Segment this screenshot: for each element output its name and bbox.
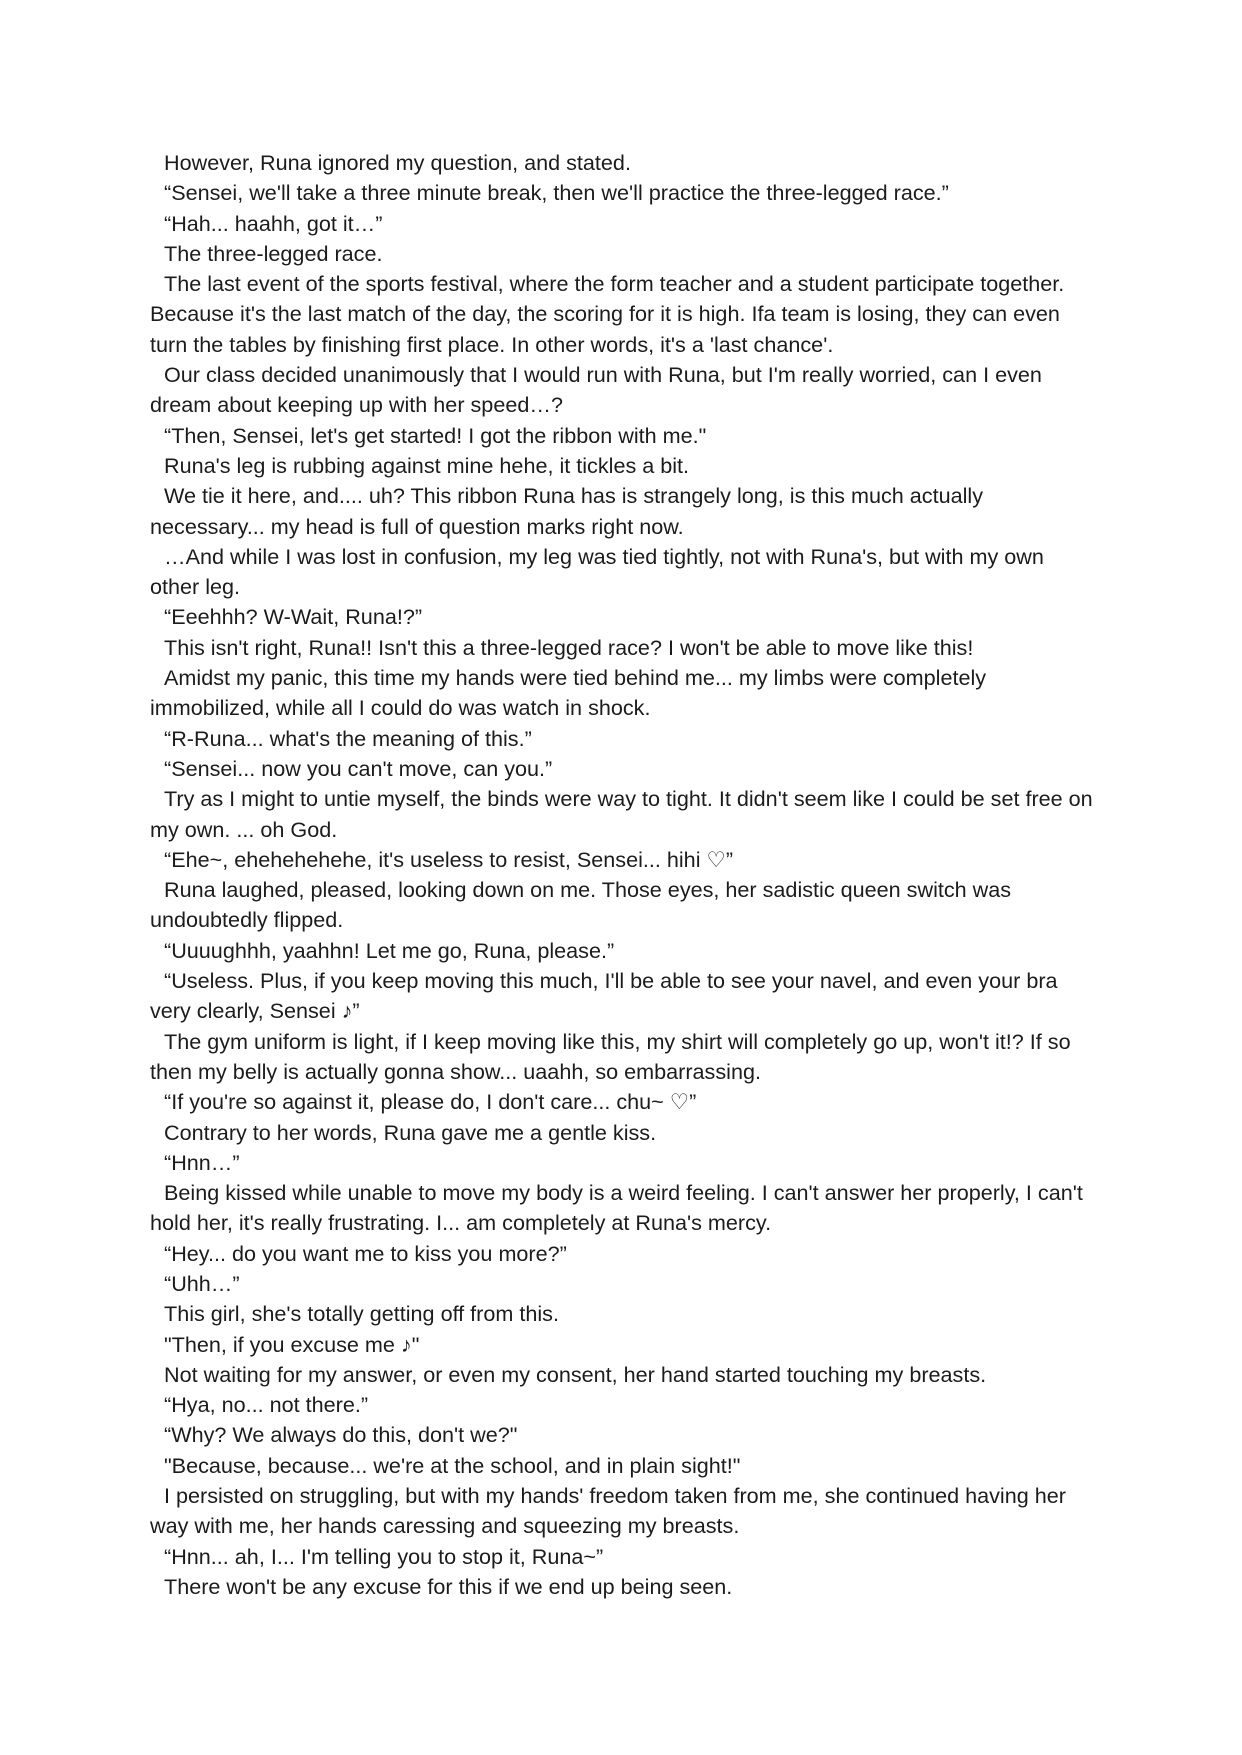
paragraph: Amidst my panic, this time my hands were tied behind me... my limbs were completely immobilized, while all I could do was watch in shock. xyxy=(150,665,987,721)
paragraph: …And while I was lost in confusion, my leg was tied tightly, not with Runa's, but with my own other leg. xyxy=(150,543,1044,600)
paragraph: “Sensei, we'll take a three minute break, then we'll practice the three-legged race.” xyxy=(164,180,949,206)
paragraph: “If you're so against it, please do, I don't care... chu~ ♡” xyxy=(164,1089,697,1115)
paragraph: Try as I might to untie myself, the binds were way to tight. It didn't seem like I could be set free on my own. ... oh God. xyxy=(150,786,1093,842)
paragraph: “Hnn... ah, I... I'm telling you to stop it, Runa~” xyxy=(164,1543,604,1569)
paragraph: We tie it here, and.... uh? This ribbon Runa has is strangely long, is this much actually necessary... my head is full of question marks right now. xyxy=(150,483,983,539)
paragraph: Being kissed while unable to move my body is a weird feeling. I can't answer her properly, I can't hold her, it's really frustrating. I... am completely at Runa's mercy. xyxy=(150,1180,1083,1236)
paragraph: There won't be any excuse for this if we end up being seen. xyxy=(164,1573,733,1599)
paragraph: Runa's leg is rubbing against mine hehe, it tickles a bit. xyxy=(164,452,690,478)
paragraph: "Because, because... we're at the school, and in plain sight!" xyxy=(164,1452,741,1478)
paragraph: This girl, she's totally getting off from this. xyxy=(164,1301,559,1327)
paragraph: The three-legged race. xyxy=(164,240,383,266)
paragraph: “Sensei... now you can't move, can you.” xyxy=(164,755,553,781)
paragraph: “Hya, no... not there.” xyxy=(164,1392,369,1418)
paragraph: “R-Runa... what's the meaning of this.” xyxy=(164,725,532,751)
paragraph: Contrary to her words, Runa gave me a gentle kiss. xyxy=(164,1119,657,1145)
paragraph: “Hnn…” xyxy=(164,1149,240,1175)
paragraph: This isn't right, Runa!! Isn't this a three-legged race? I won't be able to move like this! xyxy=(164,634,974,660)
paragraph: Our class decided unanimously that I would run with Runa, but I'm really worried, can I even dream about keeping up with her speed…? xyxy=(150,362,1042,418)
paragraph: The last event of the sports festival, where the form teacher and a student participate together. Because it's the last match of the day, the scoring for it is high. Ifa team is losing, they can even turn the tables by finishing first place. In other words, it's a 'last chance'. xyxy=(150,271,1065,357)
paragraph: “Useless. Plus, if you keep moving this much, I'll be able to see your navel, and even your bra very clearly, Sensei ♪” xyxy=(150,968,1058,1024)
paragraph: The gym uniform is light, if I keep moving like this, my shirt will completely go up, won't it!? If so then my belly is actually gonna show... uaahh, so embarrassing. xyxy=(150,1028,1071,1084)
paragraph: “Hah... haahh, got it…” xyxy=(164,210,383,236)
document-page xyxy=(150,148,1094,1602)
paragraph: I persisted on struggling, but with my hands' freedom taken from me, she continued having her way with me, her hands caressing and squeezing my breasts. xyxy=(150,1483,1066,1539)
paragraph: “Uhh…” xyxy=(164,1270,240,1296)
paragraph: "Then, if you excuse me ♪" xyxy=(164,1331,420,1357)
paragraph: “Why? We always do this, don't we?" xyxy=(164,1422,518,1448)
paragraph: Runa laughed, pleased, looking down on me. Those eyes, her sadistic queen switch was undoubtedly flipped. xyxy=(150,877,1012,933)
paragraph: Not waiting for my answer, or even my consent, her hand started touching my breasts. xyxy=(164,1361,987,1387)
paragraph: However, Runa ignored my question, and stated. xyxy=(164,150,631,175)
paragraph: “Hey... do you want me to kiss you more?” xyxy=(164,1240,567,1266)
paragraph: “Then, Sensei, let's get started! I got the ribbon with me." xyxy=(164,422,707,448)
paragraph: “Ehe~, ehehehehehe, it's useless to resist, Sensei... hihi ♡” xyxy=(164,846,734,872)
paragraph: “Uuuughhh, yaahhn! Let me go, Runa, please.” xyxy=(164,937,615,963)
paragraph: “Eeehhh? W-Wait, Runa!?” xyxy=(164,604,423,630)
